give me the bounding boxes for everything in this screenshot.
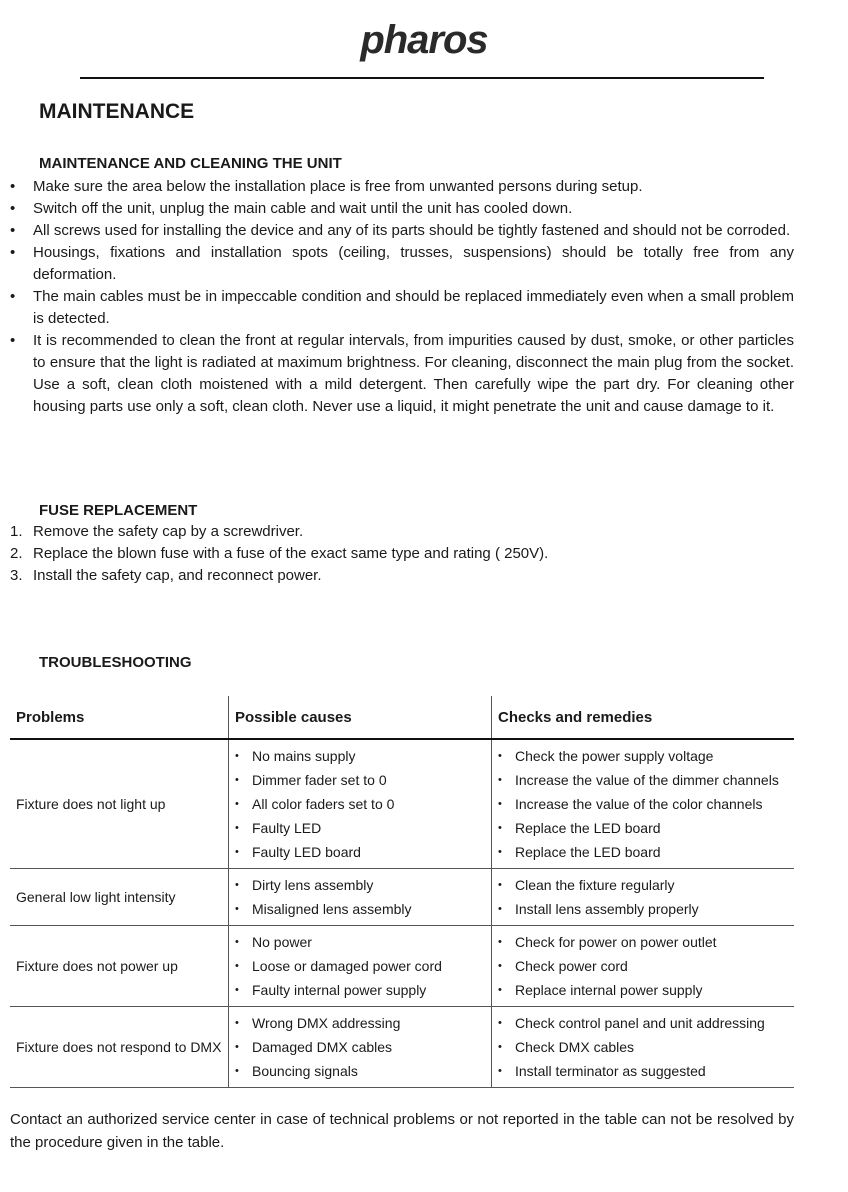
problem-cell: General low light intensity (10, 869, 229, 926)
list-item: • The main cables must be in impeccable condition and should be replaced immediately even when a small problem is detected. (10, 288, 794, 327)
remedy-item: • Check DMX cables (498, 1035, 788, 1059)
cause-item: • Faulty LED board (235, 840, 485, 864)
cause-item: • No power (235, 930, 485, 954)
remedies-cell (492, 739, 795, 869)
list-item: 3. Install the safety cap, and reconnect power. (10, 567, 322, 584)
remedies-cell (492, 869, 795, 926)
remedy-item: • Check for power on power outlet (498, 930, 788, 954)
remedy-item: • Clean the fixture regularly (498, 873, 788, 897)
cause-item: • Misaligned lens assembly (235, 897, 485, 921)
maintenance-heading: MAINTENANCE AND CLEANING THE UNIT (39, 155, 342, 172)
fuse-heading: FUSE REPLACEMENT (39, 502, 198, 519)
remedy-item: • Install terminator as suggested (498, 1059, 788, 1083)
list-item: • Switch off the unit, unplug the main cable and wait until the unit has cooled down. (10, 200, 573, 217)
causes-cell (229, 739, 492, 869)
table-row (10, 926, 794, 1007)
remedy-item: • Replace the LED board (498, 840, 788, 864)
cause-item: • Faulty internal power supply (235, 978, 485, 1002)
causes-cell (229, 1007, 492, 1088)
column-header: Checks and remedies (492, 696, 795, 739)
table-row (10, 869, 794, 926)
fuse-steps (10, 521, 610, 587)
list-item: • Make sure the area below the installation place is free from unwanted persons during setup. (10, 178, 643, 195)
cause-item: • Bouncing signals (235, 1059, 485, 1083)
list-item: 2. Replace the blown fuse with a fuse of the exact same type and rating ( 250V). (10, 545, 549, 562)
cause-item: • Dimmer fader set to 0 (235, 768, 485, 792)
remedy-item: • Check the power supply voltage (498, 744, 788, 768)
column-header: Problems (10, 696, 229, 739)
remedy-item: • Install lens assembly properly (498, 897, 788, 921)
remedy-item: • Replace the LED board (498, 816, 788, 840)
footer-note: Contact an authorized service center in case of technical problems or not reported in the table can not be resolved by the procedure given in the table. (10, 1111, 794, 1151)
remedies-cell (492, 1007, 795, 1088)
cause-item: • Wrong DMX addressing (235, 1011, 485, 1035)
header-divider (80, 77, 764, 79)
cause-item: • Faulty LED (235, 816, 485, 840)
table-header-row (10, 696, 794, 739)
list-item: • Housings, fixations and installation spots (ceiling, trusses, suspensions) should be totally free from any deformation. (10, 244, 794, 283)
page-title: MAINTENANCE (39, 100, 195, 123)
maintenance-list (10, 176, 794, 418)
troubleshooting-table (10, 696, 794, 1088)
remedy-item: • Check control panel and unit addressing (498, 1011, 788, 1035)
remedy-item: • Replace internal power supply (498, 978, 788, 1002)
cause-item: • All color faders set to 0 (235, 792, 485, 816)
remedy-item: • Check power cord (498, 954, 788, 978)
remedies-cell (492, 926, 795, 1007)
causes-cell (229, 926, 492, 1007)
problem-cell: Fixture does not power up (10, 926, 229, 1007)
remedy-item: • Increase the value of the dimmer channels (498, 768, 788, 792)
list-item: 1. Remove the safety cap by a screwdriver. (10, 523, 304, 540)
causes-cell (229, 869, 492, 926)
cause-item: • No mains supply (235, 744, 485, 768)
list-item: • It is recommended to clean the front at regular intervals, from impurities caused by dust, smoke, or other particles to ensure that the light is radiated at maximum brightness. For cleaning, disconnect the main plug from the socket. Use a soft, clean cloth moistened with a mild detergent. Then carefully wipe the part dry. For cleaning other housing parts use only a soft, clean cloth. Never use a liquid, it might penetrate the unit and cause damage to it. (10, 332, 794, 415)
problem-cell: Fixture does not light up (10, 739, 229, 869)
cause-item: • Dirty lens assembly (235, 873, 485, 897)
problem-cell: Fixture does not respond to DMX (10, 1007, 229, 1088)
list-item: • All screws used for installing the device and any of its parts should be tightly fastened and should not be corroded. (10, 222, 791, 239)
column-header: Possible causes (229, 696, 492, 739)
cause-item: • Loose or damaged power cord (235, 954, 485, 978)
troubleshooting-heading: TROUBLESHOOTING (39, 654, 192, 671)
remedy-item: • Increase the value of the color channels (498, 792, 788, 816)
brand-logo: pharos (360, 18, 488, 62)
table-row (10, 739, 794, 869)
table-row (10, 1007, 794, 1088)
cause-item: • Damaged DMX cables (235, 1035, 485, 1059)
